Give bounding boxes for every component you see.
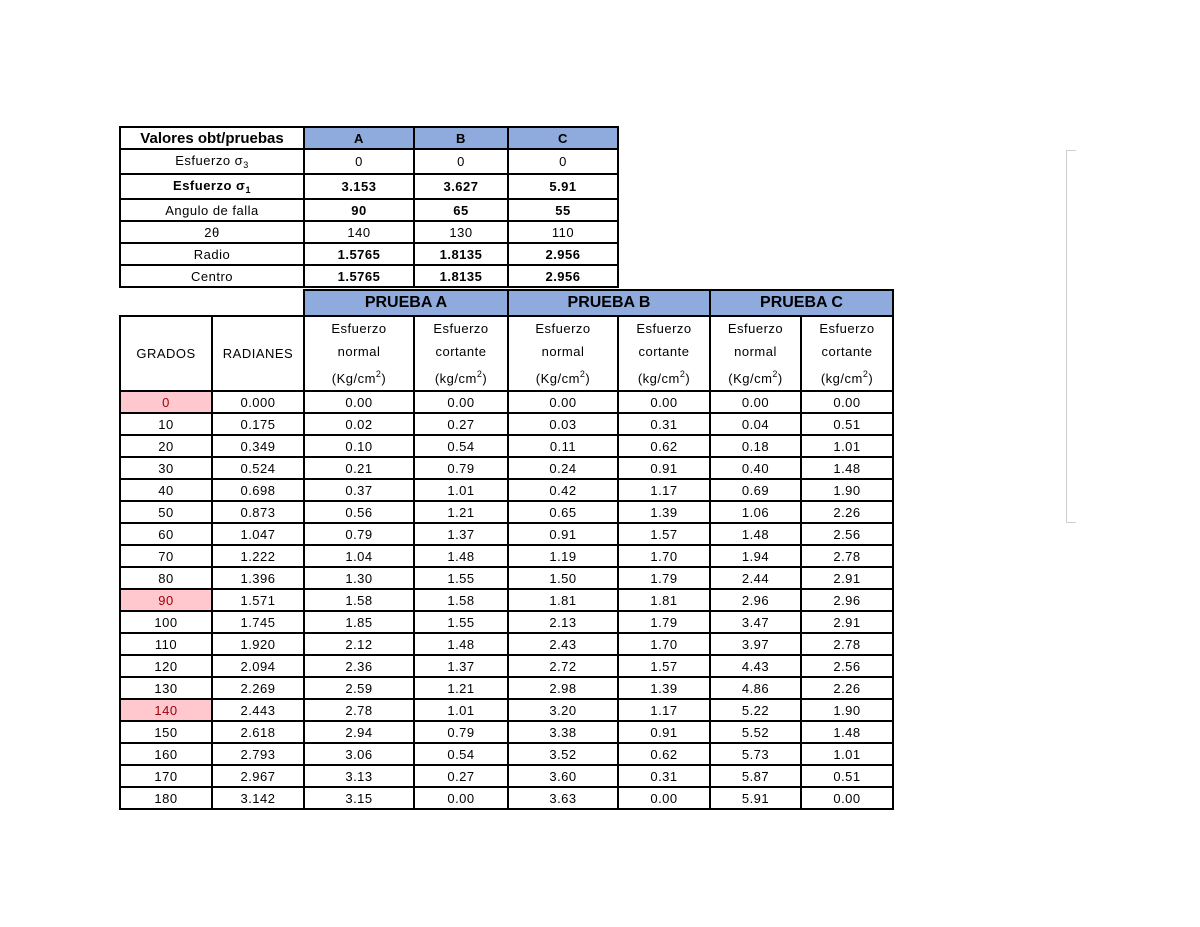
- summary-col-b[interactable]: B: [414, 127, 508, 149]
- col-c-normal[interactable]: [710, 316, 801, 391]
- table-row: [120, 479, 893, 501]
- cell-radianes[interactable]: 1.047: [212, 523, 304, 545]
- table-row: [120, 523, 893, 545]
- cell-c-normal[interactable]: 3.97: [710, 633, 801, 655]
- summary-value[interactable]: 3.627: [414, 174, 508, 199]
- cell-a-normal[interactable]: 2.78: [304, 699, 414, 721]
- summary-value[interactable]: 3.153: [304, 174, 414, 199]
- header-word: normal: [734, 344, 777, 359]
- cell-b-normal[interactable]: 0.03: [508, 413, 618, 435]
- header-unit: (Kg/cm: [331, 371, 376, 386]
- cell-a-shear[interactable]: 1.55: [414, 611, 508, 633]
- cell-c-normal[interactable]: 0.69: [710, 479, 801, 501]
- stress-table-body: [120, 290, 893, 809]
- cell-radianes[interactable]: 1.920: [212, 633, 304, 655]
- cell-c-normal[interactable]: 1.48: [710, 523, 801, 545]
- cell-b-shear[interactable]: 0.00: [618, 787, 710, 809]
- table-row: [120, 501, 893, 523]
- summary-value[interactable]: 90: [304, 199, 414, 221]
- cell-b-normal[interactable]: 0.24: [508, 457, 618, 479]
- cell-a-normal[interactable]: 2.12: [304, 633, 414, 655]
- header-word: normal: [541, 344, 585, 359]
- group-prueba-a[interactable]: PRUEBA A: [304, 290, 508, 316]
- group-header-spacer: [120, 290, 304, 316]
- cell-radianes[interactable]: 0.873: [212, 501, 304, 523]
- header-unit-close: ): [381, 371, 387, 386]
- summary-row: [120, 174, 618, 199]
- header-unit-exponent: 2: [679, 369, 686, 379]
- cell-a-shear[interactable]: 0.00: [414, 391, 508, 413]
- cell-b-shear[interactable]: 1.57: [618, 655, 710, 677]
- cell-grados[interactable]: 160: [120, 743, 212, 765]
- cell-b-shear[interactable]: 1.70: [618, 545, 710, 567]
- header-unit: (Kg/cm: [728, 371, 773, 386]
- summary-value[interactable]: 0: [304, 149, 414, 174]
- group-header-row: [120, 290, 893, 316]
- cell-b-normal[interactable]: 1.19: [508, 545, 618, 567]
- cell-radianes[interactable]: 2.269: [212, 677, 304, 699]
- cell-b-shear[interactable]: 1.39: [618, 501, 710, 523]
- cell-grados[interactable]: 180: [120, 787, 212, 809]
- cell-c-shear[interactable]: 2.78: [801, 545, 893, 567]
- summary-value[interactable]: 110: [508, 221, 618, 243]
- cell-a-shear[interactable]: 1.01: [414, 699, 508, 721]
- cell-b-normal[interactable]: 0.65: [508, 501, 618, 523]
- cell-c-normal[interactable]: 2.96: [710, 589, 801, 611]
- cell-b-normal[interactable]: 3.52: [508, 743, 618, 765]
- cell-b-shear[interactable]: 1.70: [618, 633, 710, 655]
- summary-body: [120, 127, 618, 287]
- summary-col-c[interactable]: C: [508, 127, 618, 149]
- cell-a-normal[interactable]: 3.15: [304, 787, 414, 809]
- cell-b-normal[interactable]: 2.72: [508, 655, 618, 677]
- cell-radianes[interactable]: 1.396: [212, 567, 304, 589]
- header-word: cortante: [821, 344, 873, 359]
- header-word: Esfuerzo: [535, 321, 591, 336]
- col-a-normal[interactable]: [304, 316, 414, 391]
- table-row: [120, 457, 893, 479]
- cell-c-normal[interactable]: 0.00: [710, 391, 801, 413]
- cell-grados[interactable]: 0: [120, 391, 212, 413]
- cell-grados[interactable]: 30: [120, 457, 212, 479]
- cell-grados[interactable]: 130: [120, 677, 212, 699]
- col-b-shear[interactable]: [618, 316, 710, 391]
- cell-a-normal[interactable]: 0.10: [304, 435, 414, 457]
- cell-a-shear[interactable]: 0.79: [414, 457, 508, 479]
- cell-grados[interactable]: 140: [120, 699, 212, 721]
- table-row: [120, 435, 893, 457]
- summary-label-subscript: 1: [245, 185, 251, 195]
- cell-a-normal[interactable]: 2.59: [304, 677, 414, 699]
- header-unit-exponent: 2: [772, 369, 778, 379]
- summary-row: [120, 149, 618, 174]
- summary-label-text: Centro: [190, 268, 234, 284]
- cell-c-shear[interactable]: 1.90: [801, 699, 893, 721]
- cell-a-normal[interactable]: 2.36: [304, 655, 414, 677]
- cell-a-shear[interactable]: 0.27: [414, 413, 508, 435]
- col-b-normal[interactable]: [508, 316, 618, 391]
- header-unit-exponent: 2: [375, 369, 382, 379]
- cell-c-normal[interactable]: 2.44: [710, 567, 801, 589]
- summary-value[interactable]: 2.956: [508, 243, 618, 265]
- cell-c-shear[interactable]: 1.90: [801, 479, 893, 501]
- cell-c-normal[interactable]: 5.52: [710, 721, 801, 743]
- cell-b-normal[interactable]: 3.20: [508, 699, 618, 721]
- summary-label-subscript: 3: [243, 160, 249, 170]
- cell-b-shear[interactable]: 1.17: [618, 479, 710, 501]
- cell-grados[interactable]: 60: [120, 523, 212, 545]
- table-row: [120, 567, 893, 589]
- summary-row-label[interactable]: [120, 265, 304, 287]
- table-row: [120, 655, 893, 677]
- summary-value[interactable]: 1.8135: [414, 265, 508, 287]
- header-unit: (kg/cm: [637, 371, 680, 386]
- cell-c-shear[interactable]: 2.96: [801, 589, 893, 611]
- group-prueba-b[interactable]: PRUEBA B: [508, 290, 710, 316]
- cell-b-normal[interactable]: 3.63: [508, 787, 618, 809]
- cell-b-shear[interactable]: 0.00: [618, 391, 710, 413]
- header-unit-exponent: 2: [476, 369, 483, 379]
- summary-value[interactable]: 5.91: [508, 174, 618, 199]
- summary-label-text: 2θ: [204, 224, 220, 240]
- summary-row: [120, 243, 618, 265]
- cell-c-shear[interactable]: 2.26: [801, 501, 893, 523]
- cell-radianes[interactable]: 3.142: [212, 787, 304, 809]
- summary-row: [120, 199, 618, 221]
- table-row: [120, 611, 893, 633]
- summary-table: [119, 126, 619, 288]
- header-word: Esfuerzo: [727, 321, 784, 336]
- cell-a-shear[interactable]: 1.48: [414, 545, 508, 567]
- summary-row: [120, 221, 618, 243]
- cell-b-normal[interactable]: 0.00: [508, 391, 618, 413]
- summary-row: [120, 265, 618, 287]
- cell-b-normal[interactable]: 1.81: [508, 589, 618, 611]
- cell-b-shear[interactable]: 0.91: [618, 721, 710, 743]
- cell-b-normal[interactable]: 2.43: [508, 633, 618, 655]
- cell-c-shear[interactable]: 2.91: [801, 567, 893, 589]
- cell-b-normal[interactable]: 0.42: [508, 479, 618, 501]
- cell-c-shear[interactable]: 2.91: [801, 611, 893, 633]
- summary-value[interactable]: 1.5765: [304, 265, 414, 287]
- summary-row-label[interactable]: [120, 149, 304, 174]
- cell-a-shear[interactable]: 1.37: [414, 655, 508, 677]
- cell-b-shear[interactable]: 1.79: [618, 611, 710, 633]
- cell-a-normal[interactable]: 3.06: [304, 743, 414, 765]
- table-row: [120, 391, 893, 413]
- cell-b-shear[interactable]: 0.62: [618, 435, 710, 457]
- summary-label-text: Esfuerzo σ: [173, 178, 246, 193]
- summary-value[interactable]: 2.956: [508, 265, 618, 287]
- cell-a-normal[interactable]: 0.21: [304, 457, 414, 479]
- cell-c-shear[interactable]: 1.48: [801, 457, 893, 479]
- summary-value[interactable]: 140: [304, 221, 414, 243]
- cell-c-shear[interactable]: 2.56: [801, 523, 893, 545]
- cell-b-shear[interactable]: 1.17: [618, 699, 710, 721]
- cell-b-normal[interactable]: 3.60: [508, 765, 618, 787]
- cell-radianes[interactable]: 1.745: [212, 611, 304, 633]
- cell-a-shear[interactable]: 1.21: [414, 501, 508, 523]
- col-radianes[interactable]: RADIANES: [212, 316, 304, 391]
- cell-b-normal[interactable]: 2.98: [508, 677, 618, 699]
- header-word: Esfuerzo: [636, 321, 692, 336]
- cell-c-shear[interactable]: 0.51: [801, 413, 893, 435]
- cell-c-shear[interactable]: 0.00: [801, 787, 893, 809]
- header-word: normal: [337, 344, 381, 359]
- table-row: [120, 699, 893, 721]
- summary-label-text: Angulo de falla: [165, 202, 259, 218]
- summary-value[interactable]: 0: [508, 149, 618, 174]
- cell-a-normal[interactable]: 3.13: [304, 765, 414, 787]
- cell-c-normal[interactable]: 5.91: [710, 787, 801, 809]
- cell-grados[interactable]: 120: [120, 655, 212, 677]
- cell-grados[interactable]: 50: [120, 501, 212, 523]
- cell-c-shear[interactable]: 1.01: [801, 435, 893, 457]
- side-bracket-marker: [1066, 150, 1076, 523]
- summary-value[interactable]: 1.5765: [304, 243, 414, 265]
- cell-a-shear[interactable]: 0.54: [414, 743, 508, 765]
- summary-title[interactable]: Valores obt/pruebas: [120, 127, 304, 149]
- cell-b-shear[interactable]: 0.91: [618, 457, 710, 479]
- cell-radianes[interactable]: 2.618: [212, 721, 304, 743]
- col-c-shear[interactable]: [801, 316, 893, 391]
- header-unit-close: ): [482, 371, 488, 386]
- cell-grados[interactable]: 110: [120, 633, 212, 655]
- cell-a-normal[interactable]: 1.58: [304, 589, 414, 611]
- table-row: [120, 413, 893, 435]
- cell-c-shear[interactable]: 2.78: [801, 633, 893, 655]
- cell-c-normal[interactable]: 0.40: [710, 457, 801, 479]
- cell-b-normal[interactable]: 0.11: [508, 435, 618, 457]
- table-row: [120, 545, 893, 567]
- col-grados[interactable]: GRADOS: [120, 316, 212, 391]
- header-word: Esfuerzo: [819, 321, 875, 336]
- cell-a-normal[interactable]: 0.79: [304, 523, 414, 545]
- table-row: [120, 743, 893, 765]
- cell-c-normal[interactable]: 4.43: [710, 655, 801, 677]
- cell-grados[interactable]: 170: [120, 765, 212, 787]
- cell-radianes[interactable]: 2.793: [212, 743, 304, 765]
- cell-a-shear[interactable]: 1.37: [414, 523, 508, 545]
- summary-value[interactable]: 130: [414, 221, 508, 243]
- summary-label-text: Esfuerzo σ: [175, 153, 244, 168]
- cell-a-shear[interactable]: 1.21: [414, 677, 508, 699]
- header-word: Esfuerzo: [433, 321, 489, 336]
- header-unit-exponent: 2: [862, 369, 869, 379]
- cell-b-normal[interactable]: 3.38: [508, 721, 618, 743]
- cell-c-normal[interactable]: 5.22: [710, 699, 801, 721]
- summary-row-label[interactable]: [120, 174, 304, 199]
- cell-a-normal[interactable]: 0.00: [304, 391, 414, 413]
- cell-a-shear[interactable]: 0.79: [414, 721, 508, 743]
- cell-radianes[interactable]: 2.967: [212, 765, 304, 787]
- cell-b-shear[interactable]: 0.62: [618, 743, 710, 765]
- cell-b-normal[interactable]: 1.50: [508, 567, 618, 589]
- cell-b-shear[interactable]: 0.31: [618, 413, 710, 435]
- cell-a-shear[interactable]: 0.27: [414, 765, 508, 787]
- cell-grados[interactable]: 10: [120, 413, 212, 435]
- header-unit: (kg/cm: [434, 371, 477, 386]
- cell-c-normal[interactable]: 4.86: [710, 677, 801, 699]
- summary-value[interactable]: 1.8135: [414, 243, 508, 265]
- cell-c-normal[interactable]: 1.06: [710, 501, 801, 523]
- header-unit-close: ): [585, 371, 591, 386]
- cell-a-shear[interactable]: 1.55: [414, 567, 508, 589]
- cell-radianes[interactable]: 0.698: [212, 479, 304, 501]
- cell-radianes[interactable]: 0.000: [212, 391, 304, 413]
- cell-c-shear[interactable]: 2.56: [801, 655, 893, 677]
- cell-c-shear[interactable]: 2.26: [801, 677, 893, 699]
- header-unit-close: ): [868, 371, 874, 386]
- cell-a-shear[interactable]: 0.54: [414, 435, 508, 457]
- cell-radianes[interactable]: 1.222: [212, 545, 304, 567]
- cell-grados[interactable]: 80: [120, 567, 212, 589]
- table-row: [120, 633, 893, 655]
- col-a-shear[interactable]: [414, 316, 508, 391]
- cell-a-shear[interactable]: 0.00: [414, 787, 508, 809]
- cell-a-normal[interactable]: 1.30: [304, 567, 414, 589]
- table-row: [120, 721, 893, 743]
- header-unit-close: ): [685, 371, 691, 386]
- summary-value[interactable]: 65: [414, 199, 508, 221]
- cell-c-shear[interactable]: 0.00: [801, 391, 893, 413]
- summary-value[interactable]: 55: [508, 199, 618, 221]
- stress-table: [119, 289, 894, 810]
- cell-grados[interactable]: 90: [120, 589, 212, 611]
- cell-a-normal[interactable]: 0.02: [304, 413, 414, 435]
- cell-grados[interactable]: 20: [120, 435, 212, 457]
- cell-a-shear[interactable]: 1.58: [414, 589, 508, 611]
- table-row: [120, 765, 893, 787]
- header-unit: (Kg/cm: [535, 371, 580, 386]
- group-prueba-c[interactable]: PRUEBA C: [710, 290, 893, 316]
- summary-col-a[interactable]: A: [304, 127, 414, 149]
- cell-radianes[interactable]: 0.349: [212, 435, 304, 457]
- summary-row-label[interactable]: [120, 243, 304, 265]
- cell-a-normal[interactable]: 0.37: [304, 479, 414, 501]
- summary-header-row: [120, 127, 618, 149]
- cell-c-normal[interactable]: 0.18: [710, 435, 801, 457]
- cell-grados[interactable]: 70: [120, 545, 212, 567]
- cell-b-shear[interactable]: 1.39: [618, 677, 710, 699]
- cell-a-normal[interactable]: 1.04: [304, 545, 414, 567]
- cell-a-normal[interactable]: 1.85: [304, 611, 414, 633]
- cell-grados[interactable]: 150: [120, 721, 212, 743]
- cell-c-normal[interactable]: 5.87: [710, 765, 801, 787]
- cell-c-normal[interactable]: 1.94: [710, 545, 801, 567]
- cell-b-shear[interactable]: 1.57: [618, 523, 710, 545]
- cell-b-normal[interactable]: 0.91: [508, 523, 618, 545]
- header-word: Esfuerzo: [331, 321, 387, 336]
- table-row: [120, 677, 893, 699]
- cell-c-normal[interactable]: 5.73: [710, 743, 801, 765]
- cell-a-shear[interactable]: 1.48: [414, 633, 508, 655]
- summary-label-text: Radio: [193, 246, 231, 262]
- table-row: [120, 589, 893, 611]
- header-word: cortante: [638, 344, 690, 359]
- cell-radianes[interactable]: 1.571: [212, 589, 304, 611]
- cell-c-shear[interactable]: 1.01: [801, 743, 893, 765]
- header-word: cortante: [435, 344, 487, 359]
- header-unit-exponent: 2: [579, 369, 586, 379]
- cell-b-shear[interactable]: 1.81: [618, 589, 710, 611]
- cell-radianes[interactable]: 0.175: [212, 413, 304, 435]
- header-unit-close: ): [777, 371, 783, 386]
- cell-a-normal[interactable]: 2.94: [304, 721, 414, 743]
- cell-b-shear[interactable]: 0.31: [618, 765, 710, 787]
- column-header-row: [120, 316, 893, 391]
- summary-row-label[interactable]: [120, 221, 304, 243]
- cell-c-shear[interactable]: 0.51: [801, 765, 893, 787]
- cell-radianes[interactable]: 2.094: [212, 655, 304, 677]
- cell-grados[interactable]: 40: [120, 479, 212, 501]
- cell-a-normal[interactable]: 0.56: [304, 501, 414, 523]
- cell-b-shear[interactable]: 1.79: [618, 567, 710, 589]
- cell-radianes[interactable]: 0.524: [212, 457, 304, 479]
- summary-row-label[interactable]: [120, 199, 304, 221]
- cell-c-normal[interactable]: 0.04: [710, 413, 801, 435]
- cell-c-shear[interactable]: 1.48: [801, 721, 893, 743]
- cell-a-shear[interactable]: 1.01: [414, 479, 508, 501]
- cell-grados[interactable]: 100: [120, 611, 212, 633]
- summary-value[interactable]: 0: [414, 149, 508, 174]
- cell-radianes[interactable]: 2.443: [212, 699, 304, 721]
- cell-b-normal[interactable]: 2.13: [508, 611, 618, 633]
- table-row: [120, 787, 893, 809]
- header-unit: (kg/cm: [820, 371, 863, 386]
- cell-c-normal[interactable]: 3.47: [710, 611, 801, 633]
